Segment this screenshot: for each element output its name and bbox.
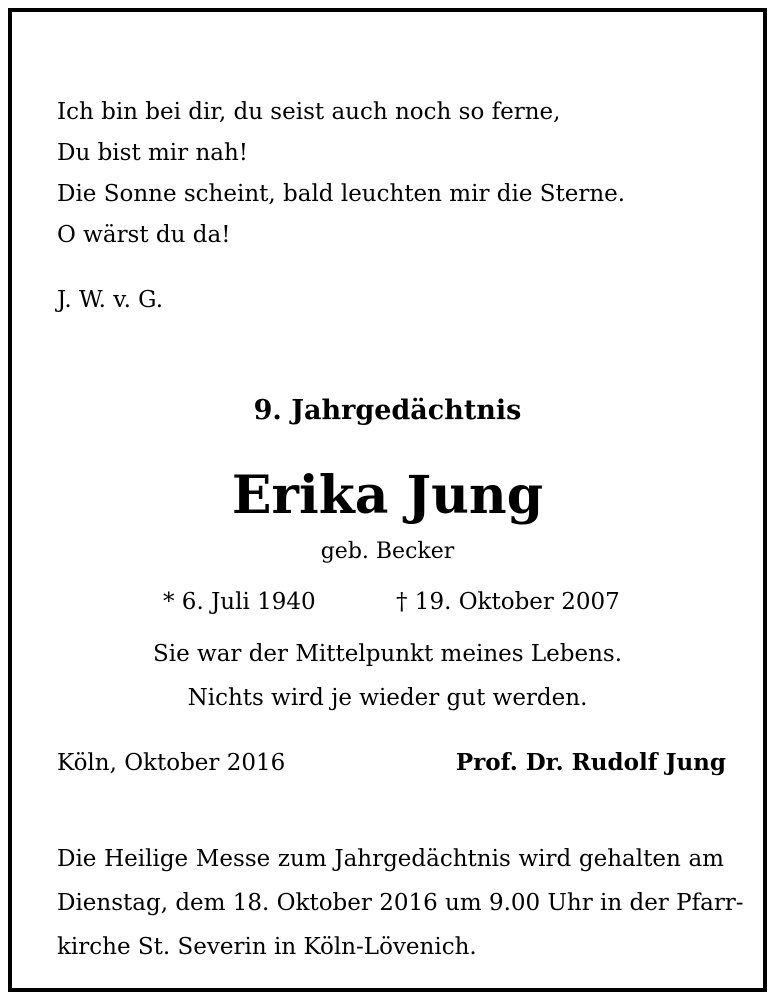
mass-line-1: Die Heilige Messe zum Jahrgedächtnis wird gehalten am — [57, 846, 724, 872]
death-date: † 19. Oktober 2007 — [396, 589, 620, 615]
anniversary-heading: 9. Jahrgedächtnis — [253, 395, 522, 426]
deceased-name: Erika Jung — [231, 465, 544, 526]
mass-line-2: Dienstag, dem 18. Oktober 2016 um 9.00 Uhr in der Pfarr- — [57, 890, 744, 916]
quote-line-1: Sie war der Mittelpunkt meines Lebens. — [152, 641, 623, 667]
poem-line-1: Ich bin bei dir, du seist auch noch so ferne, — [57, 99, 561, 125]
memorial-quote — [12, 632, 763, 720]
birth-date: * 6. Juli 1940 — [163, 589, 316, 615]
poem-line-3: Die Sonne scheint, bald leuchten mir die Sterne. — [57, 181, 626, 207]
poem-line-4: O wärst du da! — [57, 222, 231, 248]
poem — [57, 92, 625, 256]
quote-line-2: Nichts wird je wieder gut werden. — [187, 685, 588, 711]
poem-author: J. W. v. G. — [57, 287, 164, 313]
mass-announcement — [57, 837, 744, 969]
poem-line-2: Du bist mir nah! — [57, 140, 249, 166]
notice-frame — [8, 8, 767, 992]
signer-name: Prof. Dr. Rudolf Jung — [455, 749, 726, 776]
mass-line-3: kirche St. Severin in Köln-Lövenich. — [57, 934, 477, 960]
place-date: Köln, Oktober 2016 — [57, 750, 286, 776]
maiden-name: geb. Becker — [320, 539, 455, 564]
